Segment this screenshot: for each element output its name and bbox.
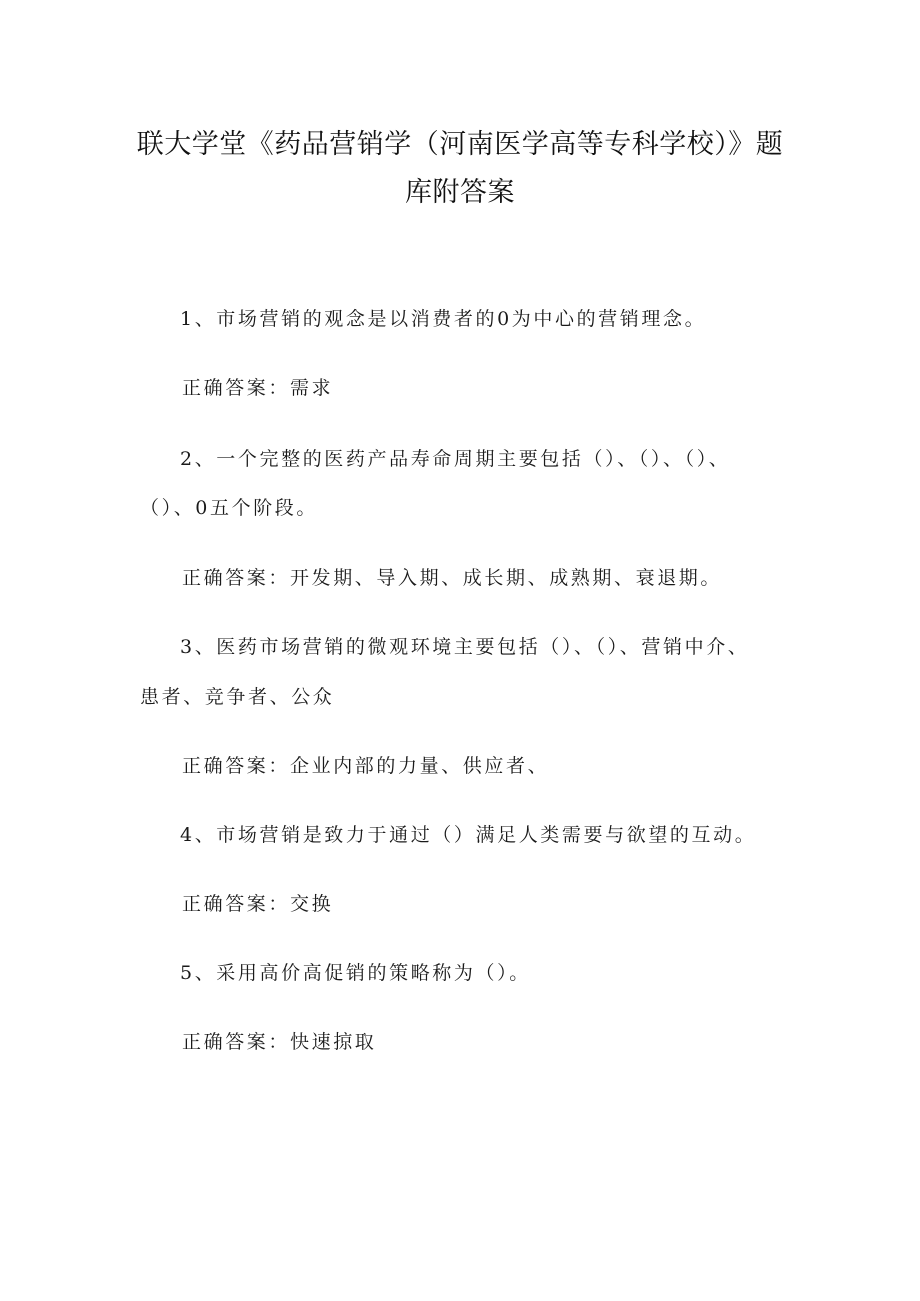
question-3-answer: 正确答案：企业内部的力量、供应者、	[182, 755, 550, 777]
question-4-text: 4、市场营销是致力于通过（）满足人类需要与欲望的互动。	[180, 824, 757, 846]
question-3-text: 3、医药市场营销的微观环境主要包括（）、（）、营销中介、	[180, 636, 750, 658]
question-2-answer: 正确答案：开发期、导入期、成长期、成熟期、衰退期。	[182, 567, 723, 589]
question-5-answer: 正确答案：快速掠取	[182, 1031, 377, 1053]
question-1-answer: 正确答案：需求	[182, 377, 334, 399]
question-1-text: 1、市场营销的观念是以消费者的0为中心的营销理念。	[180, 308, 707, 330]
question-2-text: 2、一个完整的医药产品寿命周期主要包括（）、（）、（）、	[180, 448, 731, 470]
document-title-line-2: 库附答案	[405, 177, 515, 208]
document-title-line-1: 联大学堂《药品营销学（河南医学高等专科学校）》题	[136, 129, 784, 160]
question-3-text-continued: 患者、竞争者、公众	[140, 686, 335, 708]
question-2-text-continued: （）、0五个阶段。	[140, 497, 318, 519]
question-4-answer: 正确答案：交换	[182, 893, 334, 915]
question-5-text: 5、采用高价高促销的策略称为（）。	[180, 962, 531, 984]
